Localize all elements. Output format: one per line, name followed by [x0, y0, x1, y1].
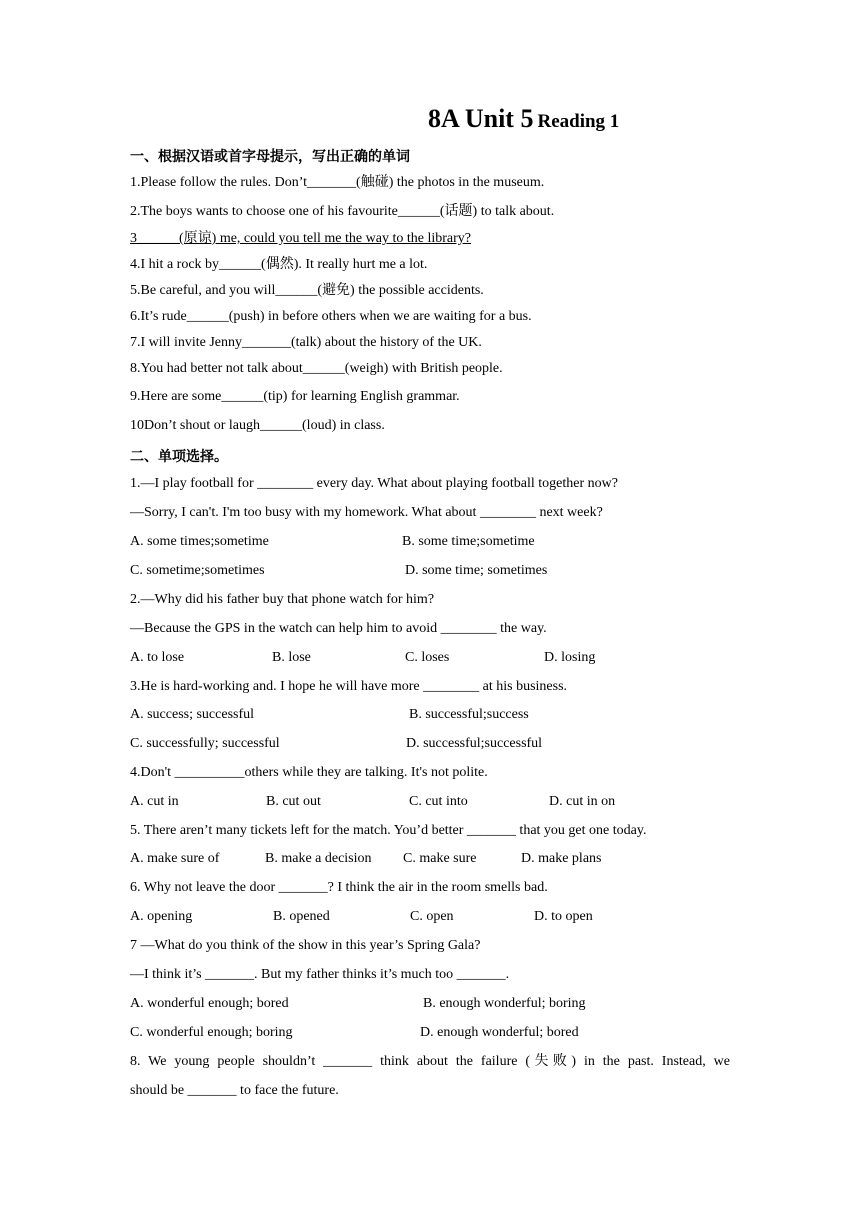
q5-option-c: C. make sure — [403, 851, 477, 866]
q6-option-a: A. opening — [130, 909, 193, 924]
q2-option-a: A. to lose — [130, 650, 185, 665]
q2-option-d: D. losing — [544, 650, 596, 665]
q4-option-c: C. cut into — [409, 794, 468, 809]
q8-stem: 8. We young people shouldn’t _______ think about the failure (失败) in the past. Instead, we — [130, 1054, 730, 1069]
section1-item-7: 7.I will invite Jenny_______(talk) about the history of the UK. — [130, 335, 482, 350]
q3-option-b: B. successful;success — [409, 707, 529, 722]
q3-option-d: D. successful;successful — [406, 736, 543, 751]
section1-item-2: 2.The boys wants to choose one of his favourite______(话题) to talk about. — [130, 204, 555, 219]
section1-item-5: 5.Be careful, and you will______(避免) the possible accidents. — [130, 283, 484, 298]
section1-item-10: 10Don’t shout or laugh______(loud) in class. — [130, 418, 385, 433]
q6-stem: 6. Why not leave the door _______? I think the air in the room smells bad. — [130, 880, 548, 895]
q4-option-b: B. cut out — [266, 794, 321, 809]
q1-stem: 1.—I play football for ________ every day. What about playing football together now? — [130, 476, 618, 491]
q7-option-c: C. wonderful enough; boring — [130, 1025, 293, 1040]
section1-heading: 一、根据汉语或首字母提示，写出正确的单词 — [130, 149, 410, 165]
q5-stem: 5. There aren’t many tickets left for the match. You’d better _______ that you get one today. — [130, 823, 647, 838]
section1-item-4: 4.I hit a rock by______(偶然). It really hurt me a lot. — [130, 257, 428, 272]
q4-option-a: A. cut in — [130, 794, 179, 809]
page-title — [428, 104, 619, 134]
q1-option-d: D. some time; sometimes — [405, 563, 548, 578]
q5-option-a: A. make sure of — [130, 851, 220, 866]
section1-item-9: 9.Here are some______(tip) for learning English grammar. — [130, 389, 460, 404]
q2-stem-2: —Because the GPS in the watch can help him to avoid ________ the way. — [130, 621, 547, 636]
q1-option-c: C. sometime;sometimes — [130, 563, 265, 578]
q7-stem-2: —I think it’s _______. But my father thinks it’s much too _______. — [130, 967, 510, 982]
q3-option-a: A. success; successful — [130, 707, 255, 722]
q7-stem: 7 —What do you think of the show in this year’s Spring Gala? — [130, 938, 481, 953]
q6-option-b: B. opened — [273, 909, 330, 924]
section1-item-1: 1.Please follow the rules. Don’t_______(触碰) the photos in the museum. — [130, 175, 545, 190]
q4-stem: 4.Don't __________others while they are talking. It's not polite. — [130, 765, 488, 780]
q7-option-a: A. wonderful enough; bored — [130, 996, 289, 1011]
q1-stem-2: —Sorry, I can't. I'm too busy with my homework. What about ________ next week? — [130, 505, 603, 520]
title-sub: Reading 1 — [537, 111, 620, 132]
q5-option-b: B. make a decision — [265, 851, 372, 866]
q5-option-d: D. make plans — [521, 851, 602, 866]
section1-item-8: 8.You had better not talk about______(weigh) with British people. — [130, 361, 503, 376]
q6-option-c: C. open — [410, 909, 454, 924]
q1-option-b: B. some time;sometime — [402, 534, 535, 549]
q3-option-c: C. successfully; successful — [130, 736, 280, 751]
q7-option-d: D. enough wonderful; bored — [420, 1025, 579, 1040]
q8-stem-2: should be _______ to face the future. — [130, 1083, 339, 1098]
q3-stem: 3.He is hard-working and. I hope he will have more ________ at his business. — [130, 679, 568, 694]
q7-option-b: B. enough wonderful; boring — [423, 996, 586, 1011]
section1-item-3: 3______(原谅) me, could you tell me the way to the library? — [130, 231, 471, 246]
q6-option-d: D. to open — [534, 909, 593, 924]
q2-option-b: B. lose — [272, 650, 311, 665]
q2-stem: 2.—Why did his father buy that phone watch for him? — [130, 592, 435, 607]
section1-item-6: 6.It’s rude______(push) in before others when we are waiting for a bus. — [130, 309, 532, 324]
q2-option-c: C. loses — [405, 650, 450, 665]
title-main: 8A Unit 5 — [428, 104, 534, 133]
section2-heading: 二、单项选择。 — [130, 449, 228, 465]
q1-option-a: A. some times;sometime — [130, 534, 269, 549]
q4-option-d: D. cut in on — [549, 794, 616, 809]
